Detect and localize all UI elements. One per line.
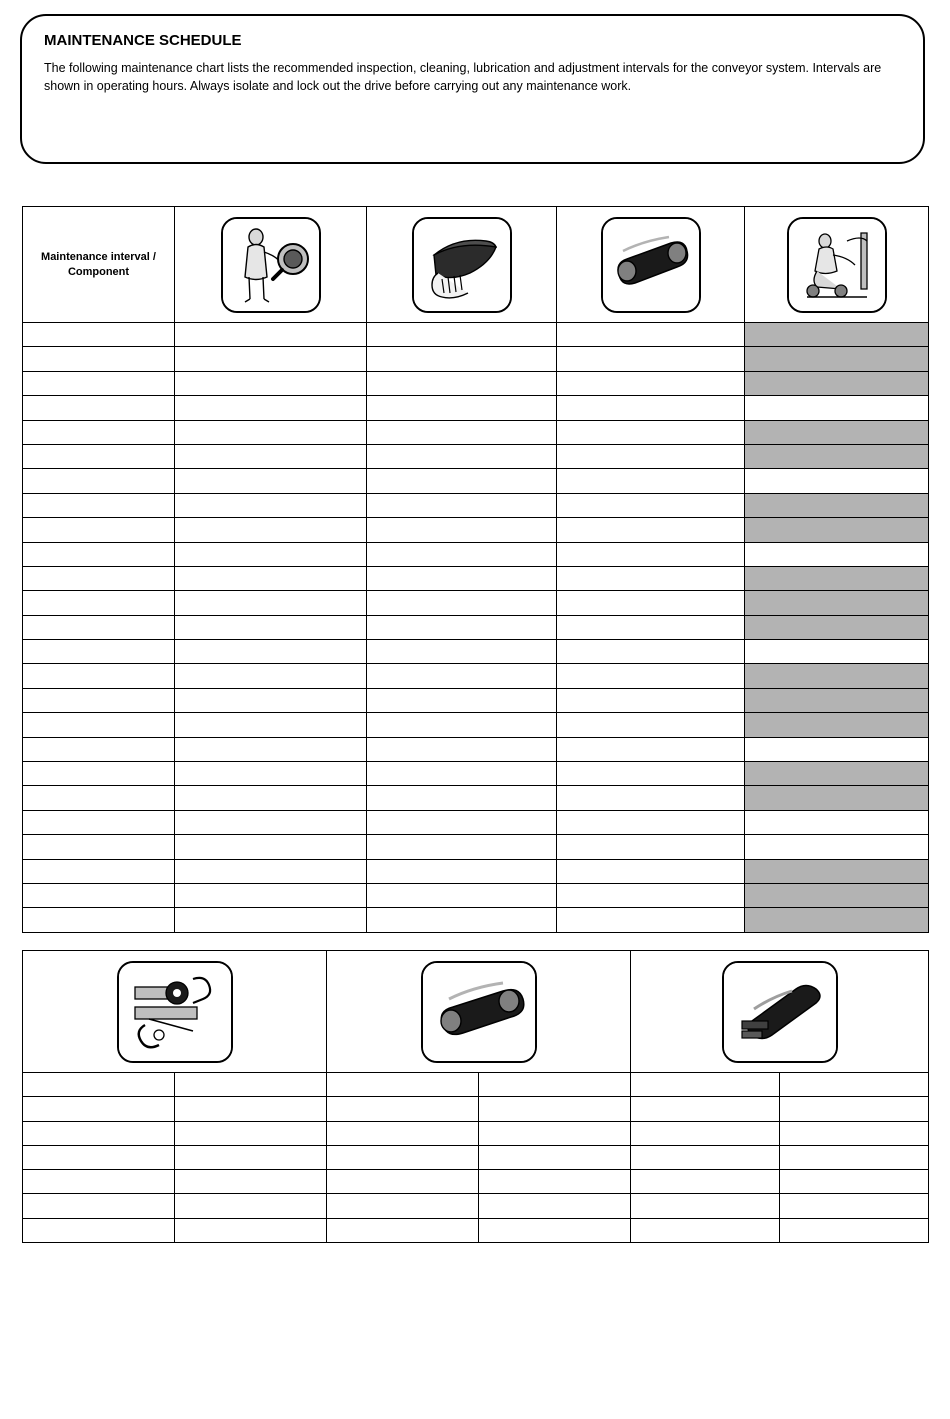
row-label — [23, 371, 175, 395]
component-cell — [23, 1097, 175, 1121]
row-inspect — [175, 323, 367, 347]
row-label — [23, 469, 175, 493]
component-cell — [780, 1121, 929, 1145]
row-inspect — [175, 859, 367, 883]
row-label — [23, 493, 175, 517]
row-inspect — [175, 688, 367, 712]
row-clean — [367, 323, 557, 347]
row-label — [23, 664, 175, 688]
component-table-header-row — [23, 951, 929, 1073]
component-cell — [327, 1218, 479, 1242]
belt-plate-icon — [722, 961, 838, 1063]
table-row — [23, 883, 929, 907]
table-row — [23, 1218, 929, 1242]
component-cell — [631, 1097, 780, 1121]
row-service — [745, 762, 929, 786]
component-cell — [175, 1170, 327, 1194]
component-cell — [175, 1218, 327, 1242]
conveyor-belt-roller-icon — [601, 217, 701, 313]
table-row — [23, 591, 929, 615]
component-cell — [780, 1218, 929, 1242]
row-clean — [367, 615, 557, 639]
row-inspect — [175, 883, 367, 907]
component-cell — [23, 1218, 175, 1242]
row-clean — [367, 664, 557, 688]
table-row — [23, 323, 929, 347]
row-lubricate — [557, 688, 745, 712]
row-lubricate — [557, 493, 745, 517]
table-row — [23, 420, 929, 444]
row-inspect — [175, 786, 367, 810]
component-cell — [175, 1194, 327, 1218]
row-label — [23, 713, 175, 737]
row-lubricate — [557, 737, 745, 761]
row-label — [23, 566, 175, 590]
row-label — [23, 542, 175, 566]
component-cell — [479, 1194, 631, 1218]
component-cell — [631, 1145, 780, 1169]
row-label — [23, 396, 175, 420]
service-technician-icon — [787, 217, 887, 313]
component-cell — [479, 1145, 631, 1169]
row-clean — [367, 469, 557, 493]
row-clean — [367, 493, 557, 517]
table-row — [23, 493, 929, 517]
component-cell — [780, 1145, 929, 1169]
component-cell — [479, 1218, 631, 1242]
header-cell-service — [745, 207, 929, 323]
table-row — [23, 444, 929, 468]
row-label — [23, 688, 175, 712]
maintenance-table-header-label: Maintenance interval / Component — [23, 207, 175, 323]
table-row — [23, 810, 929, 834]
component-cell — [327, 1097, 479, 1121]
row-label — [23, 835, 175, 859]
row-service — [745, 908, 929, 932]
table-row — [23, 908, 929, 932]
row-service — [745, 664, 929, 688]
row-service — [745, 420, 929, 444]
component-cell — [175, 1073, 327, 1097]
row-inspect — [175, 835, 367, 859]
row-lubricate — [557, 908, 745, 932]
row-clean — [367, 762, 557, 786]
row-service — [745, 542, 929, 566]
table-row — [23, 469, 929, 493]
component-cell — [780, 1097, 929, 1121]
component-cell — [479, 1073, 631, 1097]
table-row — [23, 664, 929, 688]
table-row — [23, 859, 929, 883]
table-row — [23, 1073, 929, 1097]
row-service — [745, 396, 929, 420]
row-service — [745, 493, 929, 517]
row-lubricate — [557, 810, 745, 834]
row-lubricate — [557, 713, 745, 737]
row-inspect — [175, 371, 367, 395]
component-cell — [23, 1121, 175, 1145]
table-row — [23, 737, 929, 761]
row-lubricate — [557, 615, 745, 639]
inspection-person-magnifier-icon — [221, 217, 321, 313]
row-lubricate — [557, 786, 745, 810]
row-lubricate — [557, 420, 745, 444]
row-service — [745, 713, 929, 737]
row-inspect — [175, 908, 367, 932]
component-cell — [327, 1170, 479, 1194]
component-cell — [327, 1073, 479, 1097]
table-row — [23, 518, 929, 542]
row-clean — [367, 786, 557, 810]
row-clean — [367, 835, 557, 859]
row-lubricate — [557, 371, 745, 395]
table-row — [23, 762, 929, 786]
table-row — [23, 1145, 929, 1169]
row-service — [745, 469, 929, 493]
notice-banner-title: MAINTENANCE SCHEDULE — [44, 32, 242, 49]
component-cell — [631, 1194, 780, 1218]
table-row — [23, 786, 929, 810]
row-inspect — [175, 493, 367, 517]
table-row — [23, 371, 929, 395]
belt-roller-icon — [421, 961, 537, 1063]
component-cell — [327, 1145, 479, 1169]
header-cell-clean — [367, 207, 557, 323]
row-label — [23, 518, 175, 542]
component-cell — [175, 1121, 327, 1145]
row-service — [745, 835, 929, 859]
header-cell-belt-roller — [327, 951, 631, 1073]
row-service — [745, 810, 929, 834]
row-inspect — [175, 713, 367, 737]
row-service — [745, 640, 929, 664]
table-row — [23, 688, 929, 712]
row-service — [745, 444, 929, 468]
component-cell — [175, 1145, 327, 1169]
row-lubricate — [557, 323, 745, 347]
row-inspect — [175, 542, 367, 566]
component-cell — [780, 1194, 929, 1218]
row-inspect — [175, 396, 367, 420]
row-service — [745, 347, 929, 371]
row-label — [23, 420, 175, 444]
row-lubricate — [557, 762, 745, 786]
drive-gearbox-wrench-icon — [117, 961, 233, 1063]
row-clean — [367, 444, 557, 468]
row-clean — [367, 908, 557, 932]
row-label — [23, 323, 175, 347]
row-clean — [367, 420, 557, 444]
row-label — [23, 444, 175, 468]
row-service — [745, 615, 929, 639]
table-row — [23, 1097, 929, 1121]
table-row — [23, 1194, 929, 1218]
cleaning-cloth-icon — [412, 217, 512, 313]
component-cell — [327, 1121, 479, 1145]
component-cell — [23, 1073, 175, 1097]
table-row — [23, 713, 929, 737]
maintenance-table — [22, 206, 929, 933]
row-label — [23, 591, 175, 615]
notice-banner-inner — [22, 16, 923, 110]
table-row — [23, 396, 929, 420]
row-service — [745, 786, 929, 810]
row-inspect — [175, 737, 367, 761]
row-label — [23, 859, 175, 883]
table-row — [23, 640, 929, 664]
row-label — [23, 737, 175, 761]
component-cell — [780, 1170, 929, 1194]
table-row — [23, 835, 929, 859]
row-lubricate — [557, 591, 745, 615]
row-lubricate — [557, 542, 745, 566]
header-cell-lubricate — [557, 207, 745, 323]
component-cell — [631, 1218, 780, 1242]
row-inspect — [175, 347, 367, 371]
row-label — [23, 640, 175, 664]
row-service — [745, 566, 929, 590]
row-clean — [367, 883, 557, 907]
row-label — [23, 810, 175, 834]
notice-banner-text: The following maintenance chart lists the recommended inspection, cleaning, lubrication and adjustment intervals for the conveyor system. Intervals are shown in operating hours. Always isolate and lock out the drive before carrying out any maintenance work. — [44, 60, 882, 94]
row-service — [745, 371, 929, 395]
row-inspect — [175, 566, 367, 590]
row-service — [745, 688, 929, 712]
row-inspect — [175, 810, 367, 834]
row-clean — [367, 518, 557, 542]
row-lubricate — [557, 347, 745, 371]
row-clean — [367, 810, 557, 834]
table-row — [23, 566, 929, 590]
component-cell — [327, 1194, 479, 1218]
row-clean — [367, 542, 557, 566]
row-service — [745, 737, 929, 761]
component-cell — [780, 1073, 929, 1097]
row-clean — [367, 371, 557, 395]
row-lubricate — [557, 883, 745, 907]
row-inspect — [175, 664, 367, 688]
row-clean — [367, 640, 557, 664]
row-inspect — [175, 420, 367, 444]
component-cell — [23, 1145, 175, 1169]
row-label — [23, 615, 175, 639]
header-cell-inspect — [175, 207, 367, 323]
row-label — [23, 347, 175, 371]
header-cell-drive-gearbox — [23, 951, 327, 1073]
row-label — [23, 762, 175, 786]
notice-banner — [20, 14, 925, 164]
row-lubricate — [557, 444, 745, 468]
row-clean — [367, 737, 557, 761]
row-lubricate — [557, 859, 745, 883]
row-inspect — [175, 615, 367, 639]
row-inspect — [175, 591, 367, 615]
row-label — [23, 908, 175, 932]
table-row — [23, 347, 929, 371]
row-service — [745, 859, 929, 883]
row-inspect — [175, 444, 367, 468]
component-cell — [631, 1121, 780, 1145]
row-service — [745, 591, 929, 615]
component-table — [22, 950, 929, 1243]
table-row — [23, 615, 929, 639]
row-lubricate — [557, 566, 745, 590]
component-cell — [23, 1194, 175, 1218]
component-cell — [23, 1170, 175, 1194]
row-lubricate — [557, 664, 745, 688]
row-inspect — [175, 640, 367, 664]
row-clean — [367, 713, 557, 737]
row-inspect — [175, 469, 367, 493]
component-cell — [631, 1073, 780, 1097]
row-lubricate — [557, 396, 745, 420]
table-row — [23, 1170, 929, 1194]
component-cell — [479, 1121, 631, 1145]
table-row — [23, 1121, 929, 1145]
maintenance-table-header-row — [23, 207, 929, 323]
component-cell — [479, 1097, 631, 1121]
row-service — [745, 518, 929, 542]
row-service — [745, 883, 929, 907]
component-cell — [479, 1170, 631, 1194]
row-label — [23, 883, 175, 907]
row-inspect — [175, 762, 367, 786]
row-service — [745, 323, 929, 347]
row-clean — [367, 396, 557, 420]
component-cell — [175, 1097, 327, 1121]
component-cell — [631, 1170, 780, 1194]
row-lubricate — [557, 518, 745, 542]
row-clean — [367, 566, 557, 590]
row-lubricate — [557, 469, 745, 493]
table-row — [23, 542, 929, 566]
row-clean — [367, 591, 557, 615]
row-clean — [367, 688, 557, 712]
row-lubricate — [557, 640, 745, 664]
row-inspect — [175, 518, 367, 542]
row-label — [23, 786, 175, 810]
header-cell-belt-plate — [631, 951, 929, 1073]
row-clean — [367, 859, 557, 883]
row-lubricate — [557, 835, 745, 859]
row-clean — [367, 347, 557, 371]
